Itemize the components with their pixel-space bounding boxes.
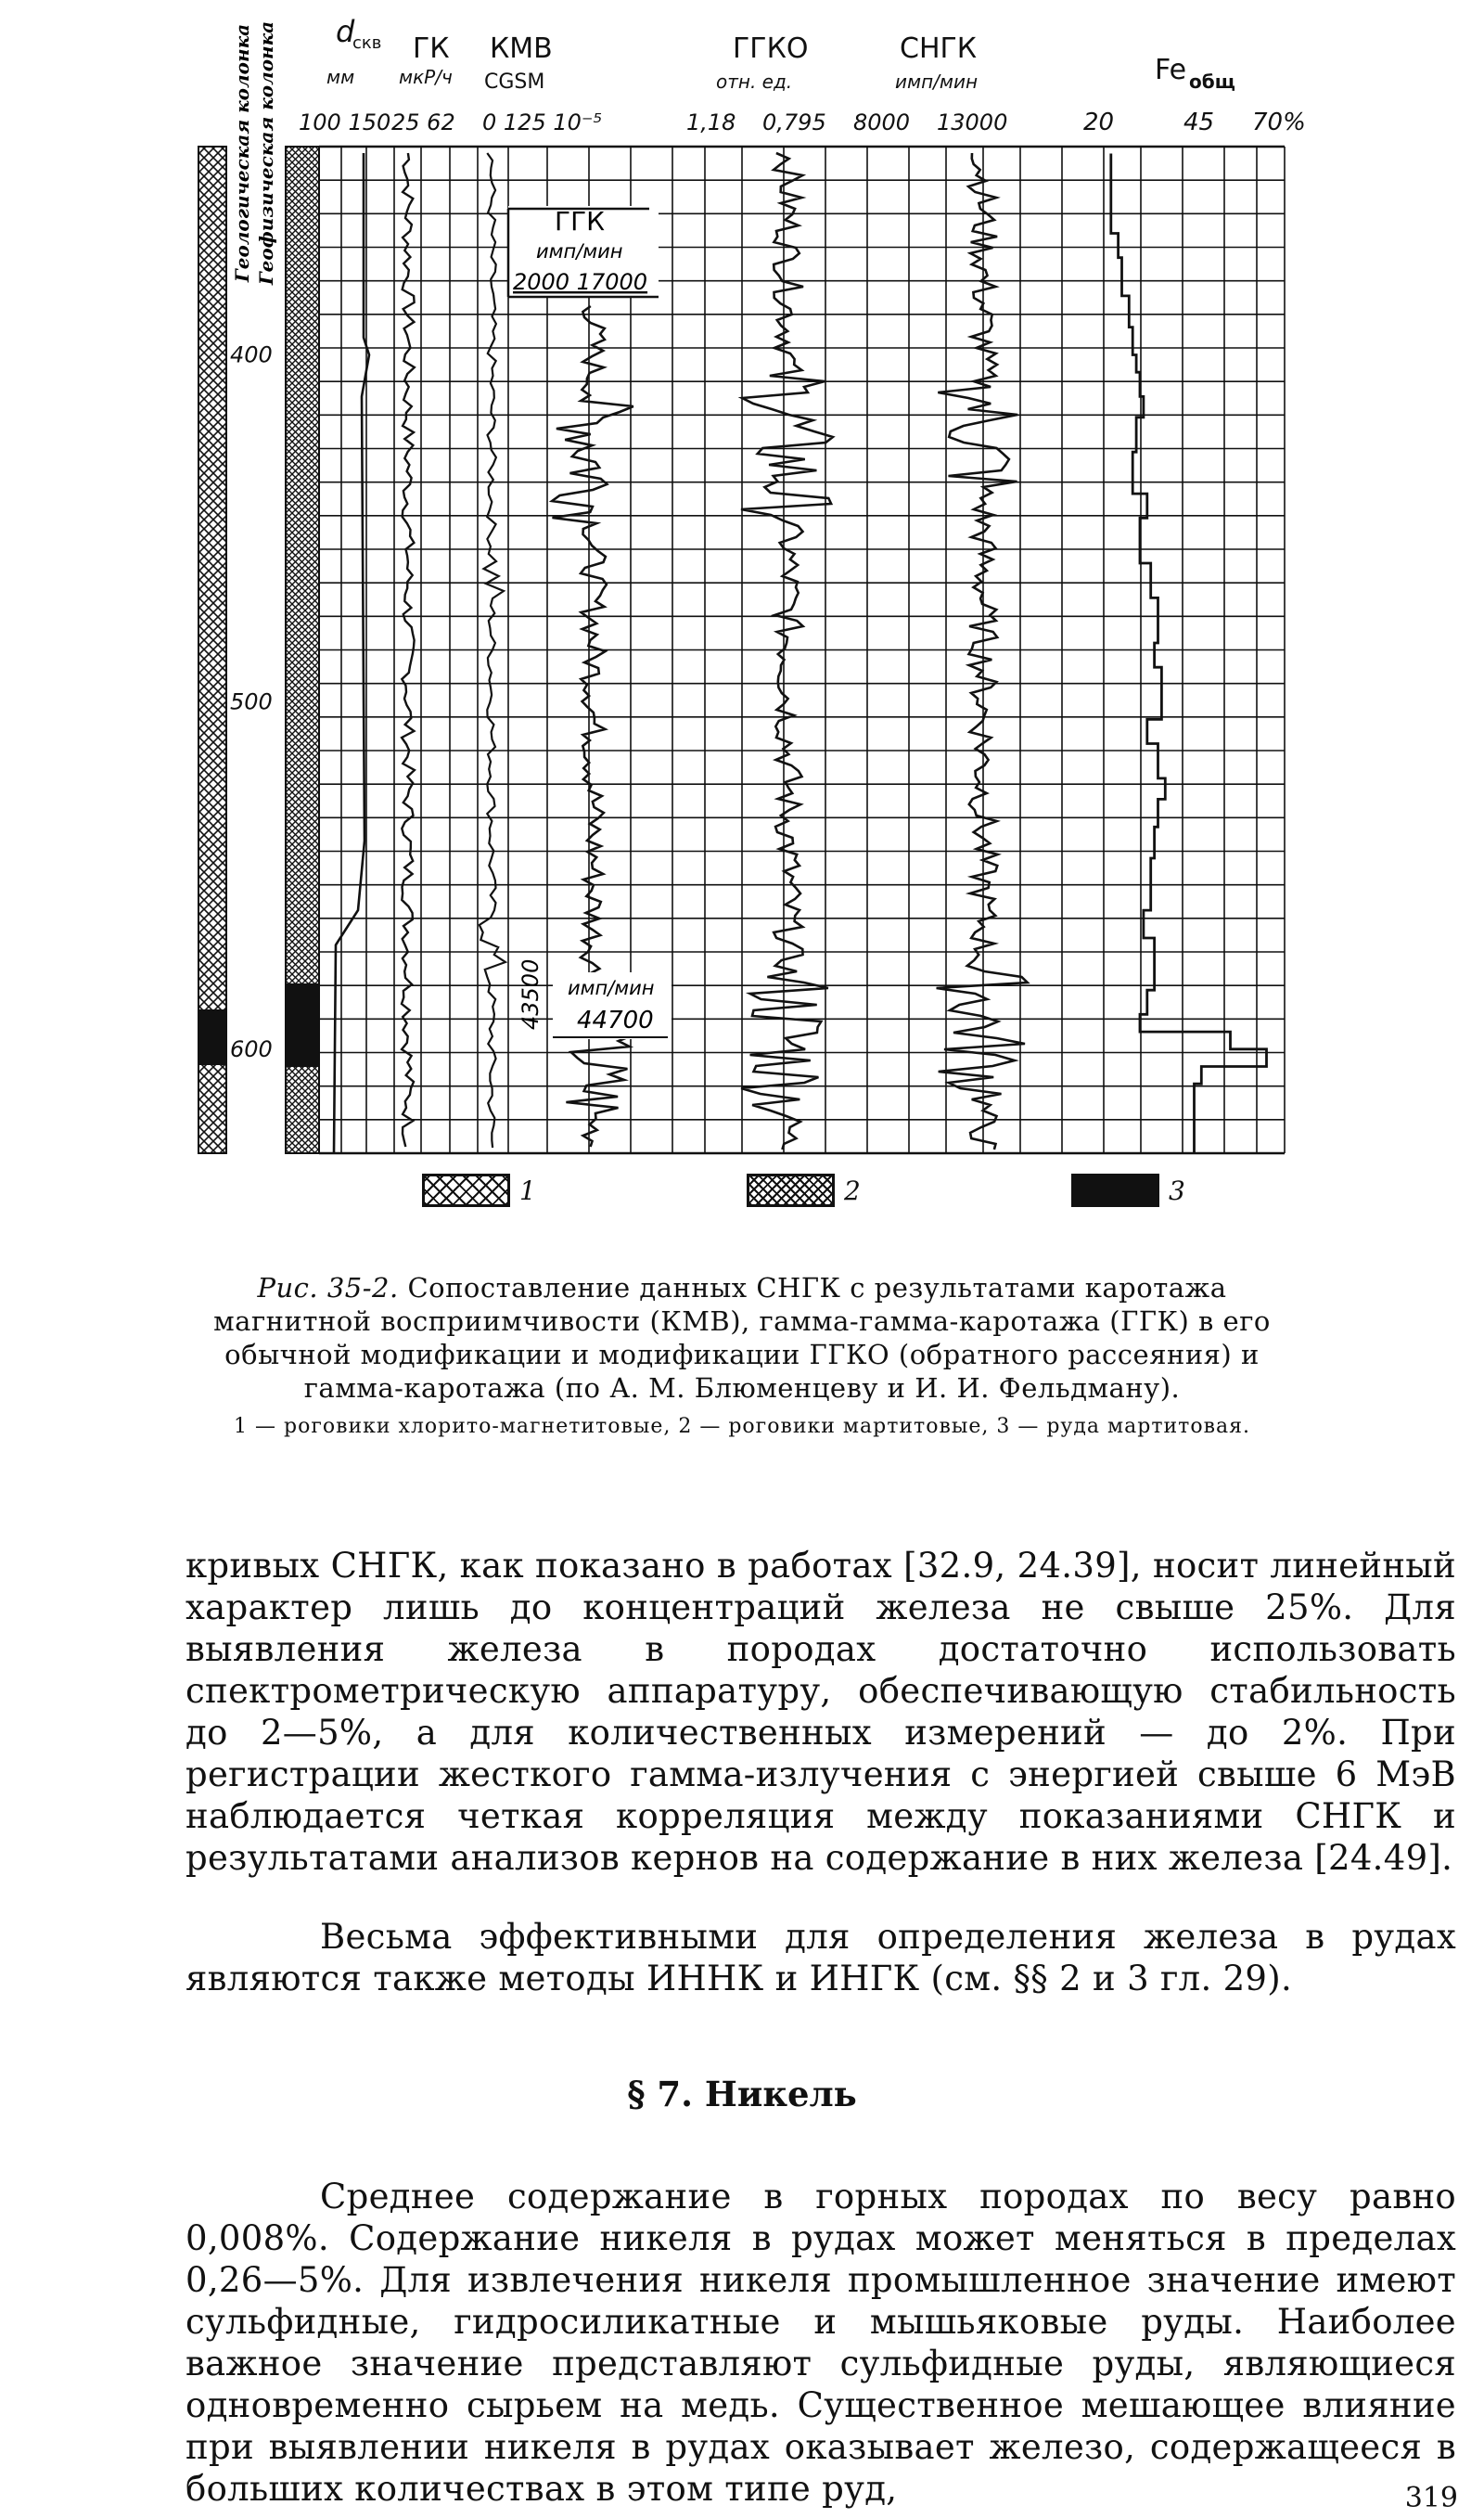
header-sngk-scale-right: 13000: [937, 109, 1008, 135]
depth-label-400: 400: [230, 341, 273, 368]
caption-main: [186, 1271, 1298, 1405]
legend-number-3: 3: [1169, 1175, 1185, 1206]
ggk-lower-left-value: 43500: [518, 958, 544, 1030]
header-dskv-unit: мм: [326, 66, 355, 88]
caption-legend-text: 1 — роговики хлорито-магнетитовые, 2 — роговики мартитовые, 3 — руда мартитовая.: [234, 1415, 1250, 1438]
page-number: 319: [1404, 2482, 1458, 2514]
paragraph-2: [186, 1916, 1456, 1999]
paragraph-1-text: кривых СНГК, как показано в работах [32.9, 24.39], носит линейный характер лишь до концентраций железа не свыше 25%. Для выявления железа в породах достаточно использовать спектрометрическую аппаратуру, обеспечивающую стабильность до 2—5%, а для количественных измерений — до 2%. При регистрации жесткого гамма-излучения с энергией свыше 6 МэВ наблюдается четкая корреляция между показаниями СНГК и результатами анализов кернов на содержание в них железа [24.49].: [186, 1546, 1456, 1878]
ggk-inset-unit: имп/мин: [536, 240, 623, 263]
header-ggko-scale-right: 0,795: [762, 109, 826, 135]
geological-column-label: Геологическая колонка: [231, 23, 253, 283]
legend-number-2: 2: [844, 1175, 861, 1206]
ggk-inset: [508, 206, 659, 297]
log-curves: [334, 153, 1267, 1153]
ggko-curve: [741, 153, 833, 1150]
header-sngk-unit: имп/мин: [895, 71, 979, 93]
header-fe-tick-20: 20: [1083, 109, 1115, 136]
caption-text: Сопоставление данных СНГК с результатами каротажа магнитной восприимчивости (КМВ), гамма-гамма-каротажа (ГГК) в его обычной модификации и модификации ГГКО (обратного рассеяния) и гамма-каротажа (по А. М. Блюменцеву и И. И. Фельдману).: [213, 1272, 1271, 1404]
paragraph-1: [186, 1545, 1456, 1879]
legend-swatch-3: [1071, 1174, 1159, 1207]
ore-layer-geophysical: [286, 983, 319, 1067]
header-kmv-name: КМВ: [490, 32, 553, 65]
geophysical-column-label: Геофизическая колонка: [255, 20, 277, 286]
ggk-inset-name: ГГК: [555, 206, 606, 237]
track-headers: [299, 14, 1306, 136]
header-fe-name: Fe: [1155, 54, 1187, 86]
header-gk-unit: мкР/ч: [399, 66, 453, 88]
legend-item-1: [422, 1171, 536, 1210]
depth-labels: [230, 341, 273, 1061]
figure-legend: [422, 1171, 1210, 1217]
header-fe-tick-70: 70%: [1252, 109, 1306, 136]
header-ggko-scale-left: 1,18: [686, 109, 736, 135]
geological-column: [198, 147, 226, 1153]
legend-swatch-1: [422, 1174, 510, 1207]
section-heading: § 7. Никель: [627, 2074, 857, 2114]
legend-item-3: [1071, 1171, 1185, 1210]
well-log-figure: [0, 0, 1484, 1253]
figure-caption: [186, 1271, 1298, 1440]
legend-item-2: [747, 1171, 861, 1210]
header-gk-name: ГК: [413, 32, 450, 65]
depth-label-600: 600: [230, 1035, 273, 1062]
legend-swatch-2: [747, 1174, 835, 1207]
header-ggko-unit: отн. ед.: [716, 71, 793, 93]
header-ggko-name: ГГКО: [733, 32, 809, 65]
header-dskv-name: d: [336, 14, 355, 49]
ggk-inset-scale: 2000 17000: [513, 269, 648, 295]
well-log-chart: [0, 0, 1484, 1169]
header-kmv-scale: 0 125 10⁻⁵: [482, 109, 603, 135]
paragraph-2-text: Весьма эффективными для определения железа в рудах являются также методы ИННК и ИНГК (см. §§ 2 и 3 гл. 29).: [186, 1917, 1456, 1998]
header-sngk-name: СНГК: [900, 32, 978, 65]
fe-step-curve: [1111, 154, 1267, 1154]
caliper-curve: [334, 153, 369, 1153]
ore-layer-geological: [198, 1009, 226, 1065]
ggk-lower-unit: имп/мин: [568, 977, 655, 999]
header-sngk-scale-left: 8000: [853, 109, 911, 135]
depth-label-500: 500: [230, 688, 273, 715]
sngk-curve: [937, 153, 1028, 1150]
legend-number-1: 1: [519, 1175, 536, 1206]
ggk-lower-right-value: 44700: [577, 1007, 654, 1034]
header-dskv-scale: 100 150: [299, 109, 391, 135]
paragraph-nickel: [186, 2176, 1456, 2510]
paragraph-nickel-text: Среднее содержание в горных породах по весу равно 0,008%. Содержание никеля в рудах может меняться в пределах 0,26—5%. Для извлечения никеля промышленное значение имеют сульфидные, гидросиликатные и мышьяковые руды. Наиболее важное значение представляют сульфидные руды, являющиеся одновременно сырьем на медь. Существенное мешающее влияние при выявлении никеля в рудах оказывает железо, содержащееся в больших количествах в этом типе руд,: [186, 2177, 1456, 2509]
header-kmv-unit: CGSM: [484, 71, 545, 94]
header-gk-scale: 25 62: [391, 109, 455, 135]
caption-label: Рис. 35-2.: [257, 1272, 399, 1304]
header-fe-sub: общ: [1189, 71, 1235, 93]
header-dskv-sub: скв: [352, 33, 382, 53]
header-fe-tick-45: 45: [1183, 109, 1215, 136]
